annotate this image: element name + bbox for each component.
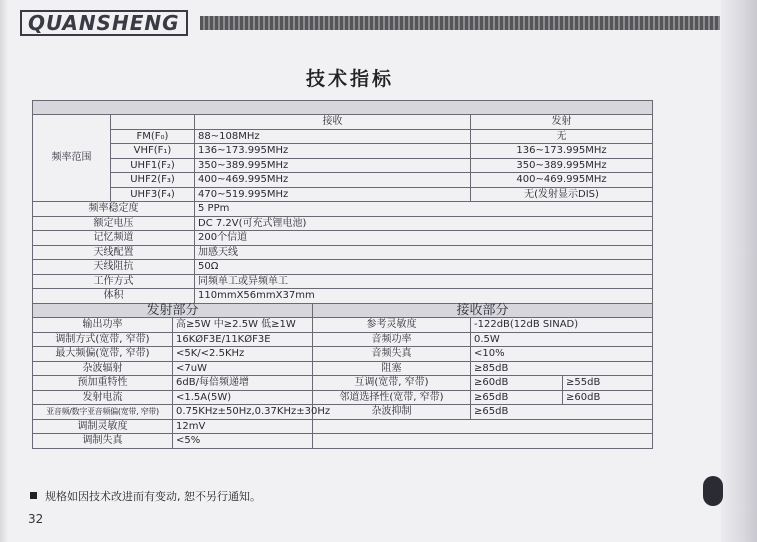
rx-section-heading: 接收部分 [313, 303, 653, 318]
rx-value: -122dB(12dB SINAD) [471, 318, 653, 333]
freq-tx: 无 [471, 129, 653, 144]
tx-value: 16KØF3E/11KØF3E [173, 332, 313, 347]
footnote-text: 规格如因技术改进而有变动, 恕不另行通知。 [45, 490, 261, 503]
table-row [33, 187, 653, 202]
tx-value: <7uW [173, 361, 313, 376]
general-value: 5 PPm [195, 202, 653, 217]
rx-value-narrow: ≥60dB [563, 390, 653, 405]
page-header [20, 10, 720, 36]
freq-band: UHF3(F₄) [111, 187, 195, 202]
tx-section-heading: 发射部分 [33, 303, 313, 318]
rx-label: 杂波抑制 [313, 405, 471, 420]
table-row [33, 274, 653, 289]
freq-rx: 88~108MHz [195, 129, 471, 144]
page-title: 技术指标 [305, 68, 394, 90]
general-label: 记忆频道 [33, 231, 195, 246]
rx-label: 邻道选择性(宽带, 窄带) [313, 390, 471, 405]
tx-label: 输出功率 [33, 318, 173, 333]
table-row [33, 434, 653, 449]
section-header-row [33, 303, 653, 318]
freq-tx: 无(发射显示DIS) [471, 187, 653, 202]
freq-rx: 400~469.995MHz [195, 173, 471, 188]
general-value: 50Ω [195, 260, 653, 275]
general-value: DC 7.2V(可充式锂电池) [195, 216, 653, 231]
rx-value: ≥85dB [471, 361, 653, 376]
tx-label: 杂波辐射 [33, 361, 173, 376]
rx-value: <10% [471, 347, 653, 362]
table-row [33, 361, 653, 376]
tx-value: 6dB/每倍频递增 [173, 376, 313, 391]
freq-band: UHF2(F₃) [111, 173, 195, 188]
freq-band: VHF(F₁) [111, 144, 195, 159]
tx-value: 12mV [173, 419, 313, 434]
freq-rx: 470~519.995MHz [195, 187, 471, 202]
tx-value: 0.75KHz±50Hz,0.37KHz±30Hz [173, 405, 313, 420]
freq-band: UHF1(F₂) [111, 158, 195, 173]
table-row [33, 245, 653, 260]
bullet-square-icon [30, 492, 37, 499]
rx-label: 音频功率 [313, 332, 471, 347]
table-row [33, 289, 653, 304]
freq-tx: 136~173.995MHz [471, 144, 653, 159]
spec-table [32, 100, 653, 449]
general-label: 工作方式 [33, 274, 195, 289]
general-label: 额定电压 [33, 216, 195, 231]
tx-value: 高≥5W 中≥2.5W 低≥1W [173, 318, 313, 333]
freq-tx: 400~469.995MHz [471, 173, 653, 188]
table-row [33, 347, 653, 362]
freq-group-label: 频率范围 [33, 115, 111, 202]
rx-value: 0.5W [471, 332, 653, 347]
general-label: 天线阻抗 [33, 260, 195, 275]
freq-rx: 350~389.995MHz [195, 158, 471, 173]
freq-tx: 350~389.995MHz [471, 158, 653, 173]
freq-rx: 136~173.995MHz [195, 144, 471, 159]
tx-value: <5% [173, 434, 313, 449]
tx-label: 调制方式(宽带, 窄带) [33, 332, 173, 347]
page-number: 32 [28, 512, 44, 526]
rx-value: ≥65dB [471, 390, 563, 405]
rx-value: ≥65dB [471, 405, 653, 420]
general-value: 加感天线 [195, 245, 653, 260]
general-label: 体积 [33, 289, 195, 304]
tx-label: 预加重特性 [33, 376, 173, 391]
table-top-band [33, 101, 653, 115]
table-row [33, 419, 653, 434]
tx-label: 亚音频/数字亚音频偏(宽带, 窄带) [33, 405, 173, 420]
table-row [33, 376, 653, 391]
rx-value-narrow: ≥55dB [563, 376, 653, 391]
tx-value: <1.5A(5W) [173, 390, 313, 405]
table-row [33, 173, 653, 188]
table-row [33, 129, 653, 144]
freq-band: FM(F₀) [111, 129, 195, 144]
footnote [30, 488, 261, 504]
table-row [33, 231, 653, 246]
table-row [33, 144, 653, 159]
tx-label: 发射电流 [33, 390, 173, 405]
general-value: 110mmX56mmX37mm [195, 289, 653, 304]
tx-label: 调制失真 [33, 434, 173, 449]
general-label: 频率稳定度 [33, 202, 195, 217]
table-row [33, 318, 653, 333]
brand-logo: QUANSHENG [20, 10, 188, 36]
general-value: 同频单工或异频单工 [195, 274, 653, 289]
table-row [33, 405, 653, 420]
table-row [33, 390, 653, 405]
rx-label: 阻塞 [313, 361, 471, 376]
tx-value: <5K/<2.5KHz [173, 347, 313, 362]
table-row [33, 202, 653, 217]
page-thumb-tab [703, 476, 723, 506]
table-row [33, 216, 653, 231]
freq-col-tx: 发射 [471, 115, 653, 130]
tx-label: 调制灵敏度 [33, 419, 173, 434]
table-row [33, 158, 653, 173]
rx-label: 音频失真 [313, 347, 471, 362]
table-row [33, 260, 653, 275]
rx-value: ≥60dB [471, 376, 563, 391]
freq-col-rx: 接收 [195, 115, 471, 130]
rx-label: 参考灵敏度 [313, 318, 471, 333]
general-value: 200个信道 [195, 231, 653, 246]
rx-label: 互调(宽带, 窄带) [313, 376, 471, 391]
freq-header-row [33, 115, 653, 130]
page-right-edge [721, 0, 757, 542]
tx-label: 最大频偏(宽带, 窄带) [33, 347, 173, 362]
header-bar [200, 16, 720, 30]
table-row [33, 332, 653, 347]
general-label: 天线配置 [33, 245, 195, 260]
